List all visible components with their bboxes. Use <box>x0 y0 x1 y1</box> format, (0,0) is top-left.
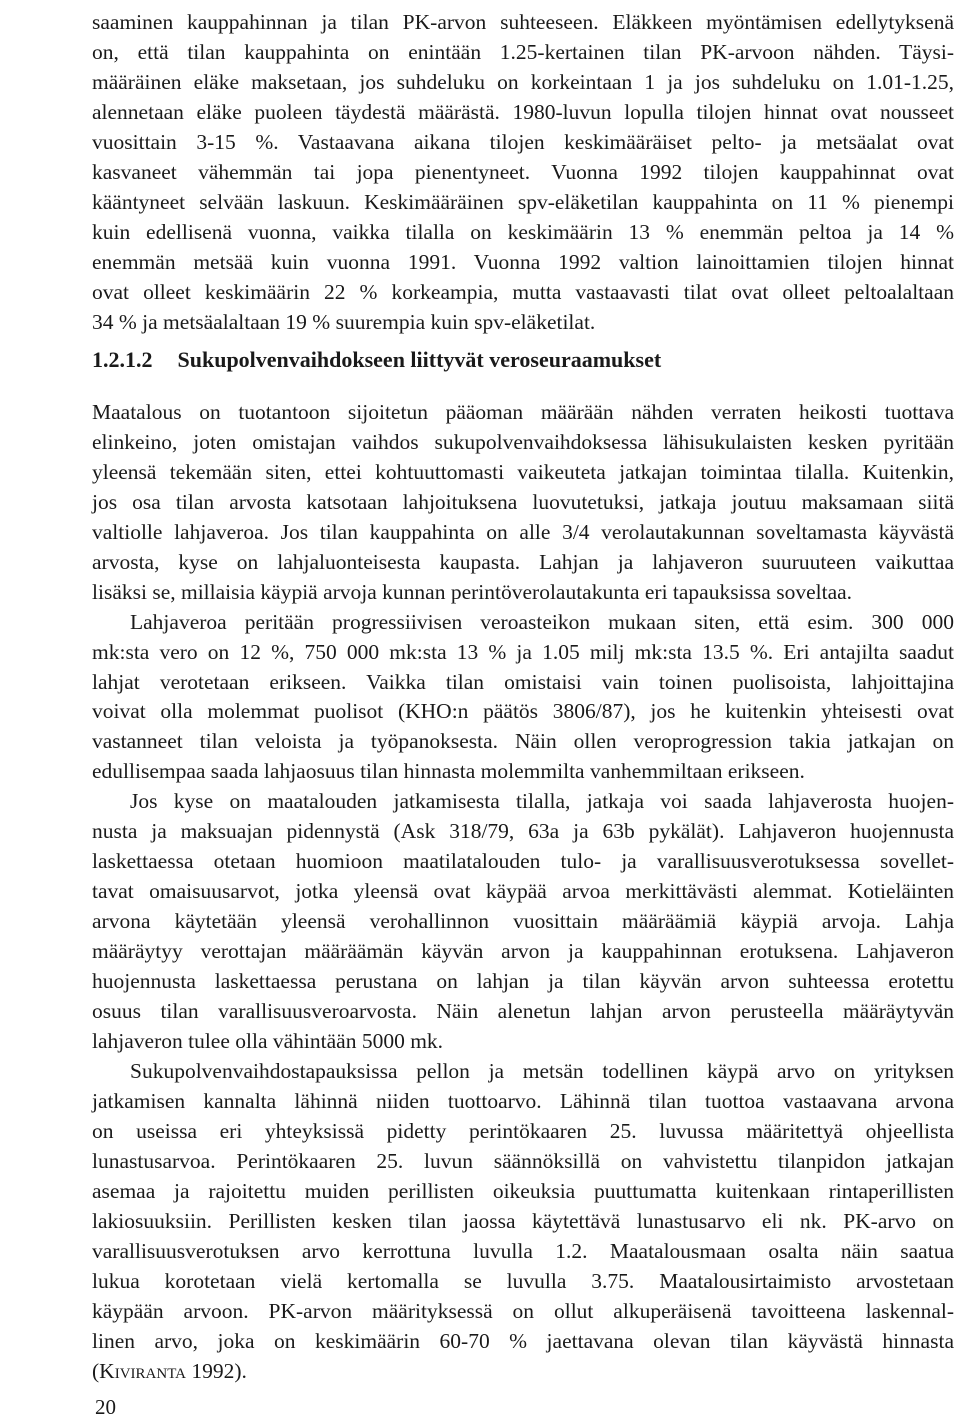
text-line: alennetaan eläke puoleen täydestä määrästä. 1980-luvun lopulla tilojen hinnat ovat nousseet <box>92 99 954 124</box>
text-line: vuosittain 3-15 %. Vastaavana aikana tilojen keskimääräiset pelto- ja metsäalat ovat <box>92 129 954 154</box>
text-line: jatkamisen kannalta lähinnä niiden tuottoarvo. Lähinnä tilan tuottoa vastaavana arvona <box>92 1089 954 1114</box>
text-line: vastanneet tilan veloista ja työpanoksesta. Näin ollen veroprogression takia jatkajan on <box>92 729 954 754</box>
text-line: lahjat verotetaan erikseen. Vaikka tilan omistaisi vain toinen puolisoista, lahjoittajina <box>92 669 954 694</box>
text-line: lukua korotetaan vielä kertomalla se luvulla 3.75. Maatalousirtaimisto arvostetaan <box>92 1269 954 1294</box>
text-line: lunastusarvoa. Perintökaaren 25. luvun säännöksillä on vahvistettu tilanpidon jatkajan <box>92 1149 954 1174</box>
text-line: Sukupolvenvaihdostapauksissa pellon ja metsän todellinen käypä arvo on yrityksen <box>130 1059 954 1084</box>
text-line: käypään arvoon. PK-arvon määrityksessä on ollut alkuperäisenä tavoitteena laskennal- <box>92 1299 954 1324</box>
text-line: määräytyy verottajan määräämän käyvän arvon ja kauppahinnan erotuksena. Lahjaveron <box>92 939 954 964</box>
text-line: kuin edellisenä vuonna, vaikka tilalla on keskimäärin 13 % enemmän peltoa ja 14 % <box>92 219 954 244</box>
section-number: 1.2.1.2 <box>92 346 153 372</box>
citation-author: Kiviranta <box>99 1359 186 1383</box>
text-line: lakiosuuksiin. Perillisten kesken tilan jaossa käytettävä lunastusarvo eli nk. PK-arvo on <box>92 1209 954 1234</box>
page-number: 20 <box>95 1395 116 1419</box>
text-line: jos osa tilan arvosta katsotaan lahjoituksena luovutetuksi, jatkaja joutuu maksamaan siitä <box>92 489 954 514</box>
text-line: on, että tilan kauppahinta on enintään 1.25-kertainen tilan PK-arvoon nähden. Täysi- <box>92 39 954 64</box>
text-line: asemaa ja rajoitettu muiden perillisten oikeuksia puuttumatta kuitenkaan rintaperillisten <box>92 1179 954 1204</box>
text-line: ovat olleet keskimäärin 22 % korkeampia, mutta vastaavasti tilat ovat olleet peltoalaltaan <box>92 279 954 304</box>
text-line: lisäksi se, millaisia käypiä arvoja kunnan perintöverolautakunta eri tapauksissa soveltaa. <box>92 579 853 604</box>
text-line: saaminen kauppahinnan ja tilan PK-arvon suhteeseen. Eläkkeen myöntämisen edellytyksenä <box>92 10 954 34</box>
text-line: määräinen eläke maksetaan, jos suhdeluku on korkeintaan 1 ja jos suhdeluku on 1.01-1.25, <box>92 69 954 94</box>
text-line: kääntyneet selvään laskuun. Keskimääräinen spv-eläketilan kauppahinta on 11 % pienempi <box>92 189 954 214</box>
text-line: mk:sta vero on 12 %, 750 000 mk:sta 13 % ja 1.05 milj mk:sta 13.5 %. Eri antajilta saadut <box>92 639 954 664</box>
text-line: on useissa eri yhteyksissä pidetty perintökaaren 25. luvussa määritettyä ohjeellista <box>92 1119 954 1144</box>
text-line: elinkeino, joten omistajan vaihdos sukupolvenvaihdoksessa lähisukulaisten kesken pyritään <box>92 429 954 454</box>
text-line: arvona käytetään yleensä verohallinnon vuosittain määräämiä käypiä arvoja. Lahja <box>92 909 954 934</box>
text-line: laskettaessa otetaan huomioon maatilatalouden tulo- ja varallisuusverotuksessa sovellet- <box>92 849 954 874</box>
section-heading <box>92 341 661 379</box>
text-line: edullisempaa saada lahjaosuus tilan hinnasta molemmilta vanhemmiltaan erikseen. <box>92 759 805 784</box>
text-line: Lahjaveroa peritään progressiivisen veroasteikon mukaan siten, että esim. 300 000 <box>130 609 954 634</box>
text-line: osuus tilan varallisuusveroarvosta. Näin alenetun lahjan arvon perusteella määräytyvän <box>92 999 954 1024</box>
text-line: arvosta, kyse on lahjaluonteisesta kaupasta. Lahjan ja lahjaveron suuruuteen vaikuttaa <box>92 549 954 574</box>
citation-open: ( <box>92 1359 100 1383</box>
citation-year: 1992). <box>186 1359 247 1383</box>
text-line: huojennusta laskettaessa perustana on lahjan ja tilan käyvän arvon suhteessa erotettu <box>92 969 954 994</box>
text-line: valtiolle lahjaveroa. Jos tilan kauppahinta on alle 3/4 verolautakunnan soveltamasta käyvästä <box>92 519 954 544</box>
text-line: kasvaneet vähemmän tai jopa pienentyneet. Vuonna 1992 tilojen kauppahinnat ovat <box>92 159 954 184</box>
text-line: linen arvo, joka on keskimäärin 60-70 % jaettavana olevan tilan käyvästä hinnasta <box>92 1329 954 1354</box>
text-line: varallisuusverotuksen arvo kerrottuna luvulla 1.2. Maatalousmaan osalta näin saatua <box>92 1239 954 1264</box>
text-line: yleensä tekemään siten, ettei kohtuuttomasti vaikeuteta jatkajan toimintaa tilalla. Kuitenkin, <box>92 459 954 484</box>
text-line: tavat omaisuusarvot, jotka yleensä ovat käypää arvoa merkittävästi alemmat. Kotieläinten <box>92 879 954 904</box>
section-title: Sukupolvenvaihdokseen liittyvät veroseuraamukset <box>177 346 662 372</box>
text-line: Maatalous on tuotantoon sijoitetun pääoman määrään nähden verraten heikosti tuottava <box>92 399 954 424</box>
text-line: voivat olla molemmat puolisot (KHO:n päätös 3806/87), jos he kuitenkin yhteisesti ovat <box>92 699 954 724</box>
text-line: 34 % ja metsäalaltaan 19 % suurempia kuin spv-eläketilat. <box>92 309 596 334</box>
text-line: enemmän metsää kuin vuonna 1991. Vuonna 1992 valtion lainoittamien tilojen hinnat <box>92 249 954 274</box>
text-line: Jos kyse on maatalouden jatkamisesta tilalla, jatkaja voi saada lahjaverosta huojen- <box>130 789 954 814</box>
text-line: nusta ja maksuajan pidennystä (Ask 318/79, 63a ja 63b pykälät). Lahjaveron huojennusta <box>92 819 954 844</box>
text-line: lahjaveron tulee olla vähintään 5000 mk. <box>92 1029 444 1054</box>
citation-line <box>92 1354 247 1388</box>
